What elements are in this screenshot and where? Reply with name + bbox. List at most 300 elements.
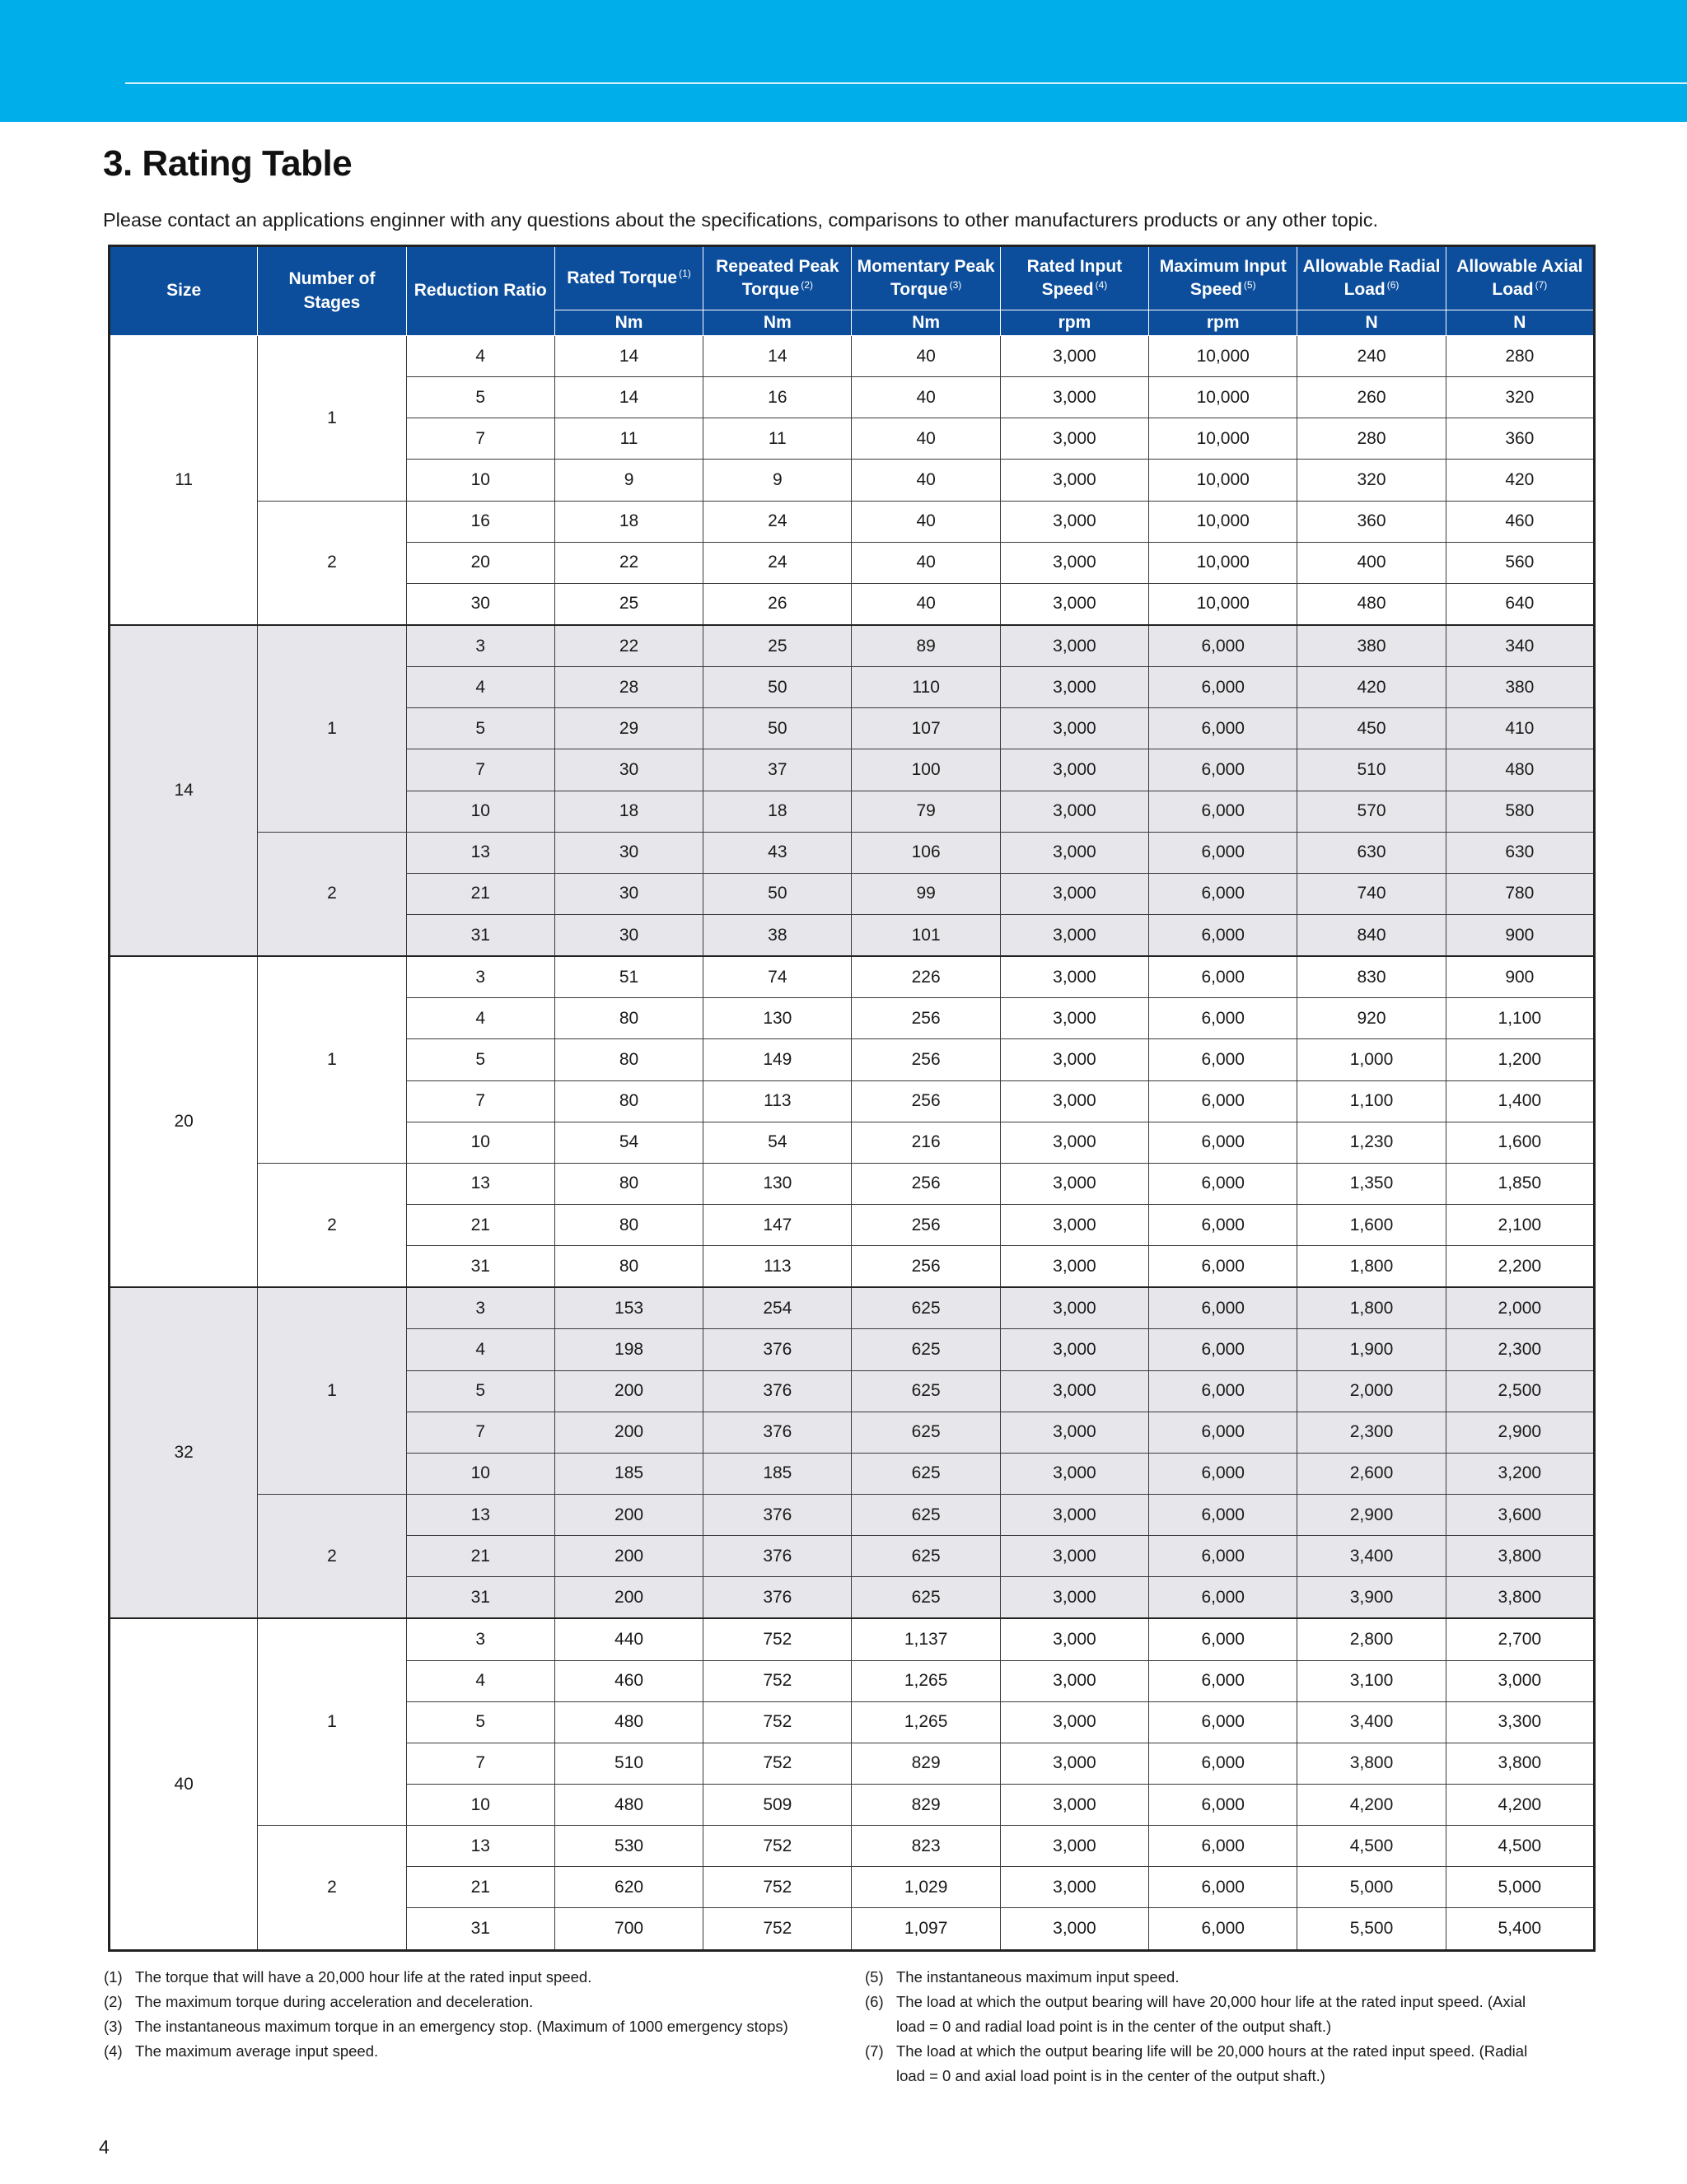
- value-cell: 130: [703, 998, 852, 1039]
- value-cell: 5: [406, 1039, 554, 1080]
- value-cell: 260: [1297, 377, 1446, 418]
- value-cell: 2,300: [1297, 1412, 1446, 1453]
- value-cell: 3,000: [1000, 956, 1148, 998]
- value-cell: 89: [852, 625, 1000, 667]
- value-cell: 4: [406, 336, 554, 377]
- note-ref: (3): [949, 279, 962, 291]
- value-cell: 2,000: [1297, 1370, 1446, 1412]
- value-cell: 3,000: [1446, 1660, 1594, 1701]
- value-cell: 10: [406, 1785, 554, 1826]
- value-cell: 1,900: [1297, 1329, 1446, 1370]
- value-cell: 3,000: [1000, 1163, 1148, 1204]
- value-cell: 101: [852, 915, 1000, 957]
- value-cell: 1,800: [1297, 1246, 1446, 1288]
- value-cell: 256: [852, 1205, 1000, 1246]
- value-cell: 99: [852, 873, 1000, 914]
- table-row: [110, 1287, 1595, 1329]
- value-cell: 3,000: [1000, 1122, 1148, 1163]
- value-cell: 380: [1446, 667, 1594, 708]
- value-cell: 79: [852, 791, 1000, 832]
- value-cell: 3,000: [1000, 1453, 1148, 1494]
- value-cell: 840: [1297, 915, 1446, 957]
- rating-table: [108, 245, 1596, 1952]
- value-cell: 21: [406, 1205, 554, 1246]
- value-cell: 1,230: [1297, 1122, 1446, 1163]
- value-cell: 6,000: [1149, 1826, 1297, 1867]
- footnote-text: The maximum torque during acceleration and deceleration.: [135, 1993, 534, 2010]
- note-ref: (1): [679, 267, 691, 279]
- value-cell: 5: [406, 708, 554, 749]
- stages-cell: 2: [258, 501, 406, 625]
- value-cell: 4,200: [1297, 1785, 1446, 1826]
- value-cell: 3,000: [1000, 542, 1148, 583]
- value-cell: 3,300: [1446, 1701, 1594, 1743]
- stages-cell: 2: [258, 1826, 406, 1951]
- footnote-text: The load at which the output bearing will have 20,000 hour life at the rated input speed. (Axial load = 0 and radial load point is in the center of the output shaft.): [896, 1993, 1526, 2035]
- value-cell: 4,200: [1446, 1785, 1594, 1826]
- value-cell: 752: [703, 1826, 852, 1867]
- value-cell: 2,100: [1446, 1205, 1594, 1246]
- footnote-text: The maximum average input speed.: [135, 2042, 379, 2060]
- value-cell: 31: [406, 1908, 554, 1951]
- value-cell: 10,000: [1149, 542, 1297, 583]
- value-cell: 6,000: [1149, 956, 1297, 998]
- value-cell: 3,000: [1000, 791, 1148, 832]
- value-cell: 113: [703, 1246, 852, 1288]
- value-cell: 9: [554, 460, 703, 501]
- value-cell: 10: [406, 1453, 554, 1494]
- value-cell: 6,000: [1149, 791, 1297, 832]
- value-cell: 13: [406, 1163, 554, 1204]
- value-cell: 752: [703, 1908, 852, 1951]
- value-cell: 4,500: [1297, 1826, 1446, 1867]
- value-cell: 625: [852, 1370, 1000, 1412]
- value-cell: 54: [554, 1122, 703, 1163]
- value-cell: 376: [703, 1412, 852, 1453]
- value-cell: 3,000: [1000, 749, 1148, 791]
- value-cell: 37: [703, 749, 852, 791]
- value-cell: 25: [703, 625, 852, 667]
- value-cell: 6,000: [1149, 1163, 1297, 1204]
- value-cell: 1,265: [852, 1701, 1000, 1743]
- value-cell: 620: [554, 1867, 703, 1908]
- value-cell: 6,000: [1149, 998, 1297, 1039]
- table-row: [110, 1618, 1595, 1660]
- value-cell: 31: [406, 915, 554, 957]
- value-cell: 113: [703, 1080, 852, 1122]
- value-cell: 20: [406, 542, 554, 583]
- value-cell: 3,000: [1000, 1701, 1148, 1743]
- footnote: [865, 1990, 1557, 2039]
- value-cell: 3,000: [1000, 377, 1148, 418]
- value-cell: 29: [554, 708, 703, 749]
- header-repeated-peak-torque: Repeated Peak Torque $^{(2)}$: [703, 246, 852, 310]
- value-cell: 3,000: [1000, 1412, 1148, 1453]
- header-max-input-speed: Maximum Input Speed $^{(5)}$: [1149, 246, 1297, 310]
- value-cell: 625: [852, 1495, 1000, 1536]
- value-cell: 4: [406, 1660, 554, 1701]
- value-cell: 256: [852, 1163, 1000, 1204]
- value-cell: 3,000: [1000, 1370, 1148, 1412]
- value-cell: 21: [406, 1867, 554, 1908]
- rating-table-container: [108, 245, 1596, 1952]
- value-cell: 256: [852, 998, 1000, 1039]
- value-cell: 920: [1297, 998, 1446, 1039]
- value-cell: 4: [406, 1329, 554, 1370]
- value-cell: 40: [852, 583, 1000, 625]
- value-cell: 5,500: [1297, 1908, 1446, 1951]
- value-cell: 6,000: [1149, 1577, 1297, 1619]
- footnote: [865, 1965, 1557, 1990]
- value-cell: 38: [703, 915, 852, 957]
- value-cell: 6,000: [1149, 1039, 1297, 1080]
- value-cell: 1,800: [1297, 1287, 1446, 1329]
- value-cell: 40: [852, 418, 1000, 460]
- value-cell: 40: [852, 336, 1000, 377]
- value-cell: 10: [406, 460, 554, 501]
- value-cell: 3: [406, 1618, 554, 1660]
- value-cell: 570: [1297, 791, 1446, 832]
- value-cell: 5,000: [1446, 1867, 1594, 1908]
- table-row: [110, 832, 1595, 873]
- header-rated-torque: Rated Torque $^{(1)}$: [554, 246, 703, 310]
- value-cell: 7: [406, 1412, 554, 1453]
- footnote-number: (1): [104, 1968, 123, 1986]
- value-cell: 6,000: [1149, 1453, 1297, 1494]
- value-cell: 320: [1297, 460, 1446, 501]
- value-cell: 13: [406, 832, 554, 873]
- size-cell: 40: [110, 1618, 258, 1950]
- value-cell: 18: [703, 791, 852, 832]
- value-cell: 7: [406, 418, 554, 460]
- value-cell: 10,000: [1149, 377, 1297, 418]
- value-cell: 376: [703, 1536, 852, 1577]
- value-cell: 3,800: [1446, 1743, 1594, 1784]
- value-cell: 3,000: [1000, 1246, 1148, 1288]
- value-cell: 3,000: [1000, 1039, 1148, 1080]
- footnote-number: (2): [104, 1993, 123, 2010]
- value-cell: 7: [406, 1743, 554, 1784]
- value-cell: 11: [703, 418, 852, 460]
- value-cell: 5,000: [1297, 1867, 1446, 1908]
- value-cell: 10: [406, 1122, 554, 1163]
- value-cell: 6,000: [1149, 1618, 1297, 1660]
- value-cell: 1,100: [1297, 1080, 1446, 1122]
- footnote-text: The torque that will have a 20,000 hour life at the rated input speed.: [135, 1968, 592, 1986]
- unit-cell: rpm: [1149, 310, 1297, 336]
- value-cell: 3,000: [1000, 873, 1148, 914]
- value-cell: 630: [1297, 832, 1446, 873]
- value-cell: 2,000: [1446, 1287, 1594, 1329]
- value-cell: 3,000: [1000, 1867, 1148, 1908]
- value-cell: 80: [554, 1080, 703, 1122]
- value-cell: 740: [1297, 873, 1446, 914]
- value-cell: 80: [554, 1039, 703, 1080]
- stages-cell: 1: [258, 625, 406, 832]
- page-number: 4: [99, 2136, 110, 2158]
- value-cell: 1,600: [1297, 1205, 1446, 1246]
- value-cell: 450: [1297, 708, 1446, 749]
- value-cell: 107: [852, 708, 1000, 749]
- value-cell: 40: [852, 460, 1000, 501]
- value-cell: 752: [703, 1867, 852, 1908]
- value-cell: 80: [554, 1163, 703, 1204]
- value-cell: 510: [1297, 749, 1446, 791]
- table-row: [110, 1826, 1595, 1867]
- value-cell: 256: [852, 1039, 1000, 1080]
- footnotes-left: [104, 1965, 845, 2064]
- value-cell: 1,029: [852, 1867, 1000, 1908]
- footnote: [104, 1965, 845, 1990]
- value-cell: 6,000: [1149, 667, 1297, 708]
- value-cell: 440: [554, 1618, 703, 1660]
- value-cell: 3,800: [1297, 1743, 1446, 1784]
- value-cell: 2,200: [1446, 1246, 1594, 1288]
- value-cell: 80: [554, 1246, 703, 1288]
- header-ratio: Reduction Ratio: [406, 246, 554, 336]
- value-cell: 3,000: [1000, 583, 1148, 625]
- stages-cell: 2: [258, 832, 406, 956]
- value-cell: 625: [852, 1287, 1000, 1329]
- value-cell: 18: [554, 501, 703, 542]
- stages-cell: 1: [258, 1618, 406, 1825]
- value-cell: 6,000: [1149, 832, 1297, 873]
- value-cell: 256: [852, 1246, 1000, 1288]
- value-cell: 3,400: [1297, 1701, 1446, 1743]
- value-cell: 30: [554, 749, 703, 791]
- value-cell: 410: [1446, 708, 1594, 749]
- value-cell: 3,000: [1000, 501, 1148, 542]
- value-cell: 5: [406, 377, 554, 418]
- value-cell: 6,000: [1149, 1743, 1297, 1784]
- value-cell: 480: [554, 1785, 703, 1826]
- value-cell: 6,000: [1149, 1536, 1297, 1577]
- value-cell: 3: [406, 625, 554, 667]
- footnote-text: The load at which the output bearing life will be 20,000 hours at the rated input speed. (Radial load = 0 and axial load point is in the center of the output shaft.): [896, 2042, 1528, 2084]
- table-row: [110, 1163, 1595, 1204]
- value-cell: 780: [1446, 873, 1594, 914]
- value-cell: 625: [852, 1412, 1000, 1453]
- unit-cell: Nm: [703, 310, 852, 336]
- value-cell: 3,000: [1000, 625, 1148, 667]
- header-momentary-peak-torque: Momentary Peak Torque $^{(3)}$: [852, 246, 1000, 310]
- value-cell: 24: [703, 542, 852, 583]
- value-cell: 6,000: [1149, 1701, 1297, 1743]
- size-cell: 11: [110, 336, 258, 626]
- value-cell: 6,000: [1149, 873, 1297, 914]
- value-cell: 3,000: [1000, 460, 1148, 501]
- value-cell: 100: [852, 749, 1000, 791]
- value-cell: 1,100: [1446, 998, 1594, 1039]
- value-cell: 360: [1297, 501, 1446, 542]
- value-cell: 3,000: [1000, 1205, 1148, 1246]
- footnote-number: (7): [865, 2042, 884, 2060]
- value-cell: 530: [554, 1826, 703, 1867]
- value-cell: 3: [406, 956, 554, 998]
- value-cell: 254: [703, 1287, 852, 1329]
- value-cell: 30: [554, 832, 703, 873]
- value-cell: 14: [554, 336, 703, 377]
- value-cell: 3,000: [1000, 1536, 1148, 1577]
- value-cell: 376: [703, 1329, 852, 1370]
- value-cell: 3,900: [1297, 1577, 1446, 1619]
- value-cell: 226: [852, 956, 1000, 998]
- value-cell: 3,000: [1000, 418, 1148, 460]
- value-cell: 376: [703, 1577, 852, 1619]
- value-cell: 7: [406, 1080, 554, 1122]
- footnote: [104, 2039, 845, 2064]
- value-cell: 21: [406, 1536, 554, 1577]
- value-cell: 31: [406, 1577, 554, 1619]
- value-cell: 10: [406, 791, 554, 832]
- value-cell: 6,000: [1149, 1205, 1297, 1246]
- value-cell: 1,350: [1297, 1163, 1446, 1204]
- value-cell: 1,600: [1446, 1122, 1594, 1163]
- value-cell: 480: [1446, 749, 1594, 791]
- value-cell: 2,900: [1446, 1412, 1594, 1453]
- value-cell: 3,200: [1446, 1453, 1594, 1494]
- value-cell: 14: [554, 377, 703, 418]
- value-cell: 13: [406, 1495, 554, 1536]
- value-cell: 16: [703, 377, 852, 418]
- unit-cell: Nm: [852, 310, 1000, 336]
- value-cell: 6,000: [1149, 625, 1297, 667]
- value-cell: 280: [1297, 418, 1446, 460]
- value-cell: 3,800: [1446, 1536, 1594, 1577]
- value-cell: 3,000: [1000, 1660, 1148, 1701]
- header-band: [0, 0, 1687, 122]
- value-cell: 340: [1446, 625, 1594, 667]
- header-rated-input-speed: Rated Input Speed $^{(4)}$: [1000, 246, 1148, 310]
- value-cell: 200: [554, 1577, 703, 1619]
- value-cell: 2,300: [1446, 1329, 1594, 1370]
- value-cell: 6,000: [1149, 1329, 1297, 1370]
- value-cell: 11: [554, 418, 703, 460]
- value-cell: 3: [406, 1287, 554, 1329]
- header-radial-load: Allowable Radial Load $^{(6)}$: [1297, 246, 1446, 310]
- value-cell: 50: [703, 873, 852, 914]
- value-cell: 6,000: [1149, 1080, 1297, 1122]
- table-row: [110, 625, 1595, 667]
- value-cell: 200: [554, 1412, 703, 1453]
- value-cell: 240: [1297, 336, 1446, 377]
- size-cell: 32: [110, 1287, 258, 1618]
- value-cell: 25: [554, 583, 703, 625]
- value-cell: 110: [852, 667, 1000, 708]
- value-cell: 3,000: [1000, 708, 1148, 749]
- value-cell: 3,000: [1000, 1908, 1148, 1951]
- value-cell: 6,000: [1149, 1122, 1297, 1163]
- value-cell: 2,600: [1297, 1453, 1446, 1494]
- value-cell: 1,097: [852, 1908, 1000, 1951]
- value-cell: 40: [852, 501, 1000, 542]
- value-cell: 40: [852, 542, 1000, 583]
- value-cell: 185: [703, 1453, 852, 1494]
- value-cell: 24: [703, 501, 852, 542]
- table-row: [110, 956, 1595, 998]
- value-cell: 216: [852, 1122, 1000, 1163]
- value-cell: 130: [703, 1163, 852, 1204]
- value-cell: 900: [1446, 956, 1594, 998]
- value-cell: 360: [1446, 418, 1594, 460]
- value-cell: 200: [554, 1536, 703, 1577]
- value-cell: 10,000: [1149, 336, 1297, 377]
- rating-table-body: [110, 336, 1595, 1951]
- value-cell: 40: [852, 377, 1000, 418]
- value-cell: 3,600: [1446, 1495, 1594, 1536]
- value-cell: 6,000: [1149, 1370, 1297, 1412]
- value-cell: 3,000: [1000, 832, 1148, 873]
- value-cell: 6,000: [1149, 1660, 1297, 1701]
- value-cell: 26: [703, 583, 852, 625]
- value-cell: 22: [554, 542, 703, 583]
- value-cell: 900: [1446, 915, 1594, 957]
- value-cell: 3,800: [1446, 1577, 1594, 1619]
- value-cell: 3,000: [1000, 1329, 1148, 1370]
- value-cell: 752: [703, 1743, 852, 1784]
- value-cell: 30: [406, 583, 554, 625]
- value-cell: 6,000: [1149, 1908, 1297, 1951]
- value-cell: 200: [554, 1495, 703, 1536]
- value-cell: 560: [1446, 542, 1594, 583]
- stages-cell: 1: [258, 1287, 406, 1494]
- value-cell: 200: [554, 1370, 703, 1412]
- value-cell: 13: [406, 1826, 554, 1867]
- value-cell: 3,000: [1000, 1287, 1148, 1329]
- value-cell: 2,800: [1297, 1618, 1446, 1660]
- value-cell: 400: [1297, 542, 1446, 583]
- value-cell: 16: [406, 501, 554, 542]
- value-cell: 460: [554, 1660, 703, 1701]
- value-cell: 43: [703, 832, 852, 873]
- value-cell: 3,000: [1000, 667, 1148, 708]
- value-cell: 5: [406, 1370, 554, 1412]
- size-cell: 20: [110, 956, 258, 1287]
- value-cell: 700: [554, 1908, 703, 1951]
- value-cell: 28: [554, 667, 703, 708]
- value-cell: 1,850: [1446, 1163, 1594, 1204]
- footnote-number: (3): [104, 2018, 123, 2035]
- value-cell: 510: [554, 1743, 703, 1784]
- unit-cell: N: [1297, 310, 1446, 336]
- value-cell: 376: [703, 1370, 852, 1412]
- value-cell: 6,000: [1149, 1287, 1297, 1329]
- unit-cell: Nm: [554, 310, 703, 336]
- value-cell: 1,137: [852, 1618, 1000, 1660]
- value-cell: 6,000: [1149, 708, 1297, 749]
- value-cell: 3,000: [1000, 336, 1148, 377]
- value-cell: 3,400: [1297, 1536, 1446, 1577]
- value-cell: 829: [852, 1743, 1000, 1784]
- footnote: [104, 1990, 845, 2014]
- value-cell: 6,000: [1149, 1867, 1297, 1908]
- size-cell: 14: [110, 625, 258, 956]
- note-ref: (4): [1095, 279, 1108, 291]
- value-cell: 6,000: [1149, 1495, 1297, 1536]
- value-cell: 625: [852, 1577, 1000, 1619]
- value-cell: 2,700: [1446, 1618, 1594, 1660]
- value-cell: 1,400: [1446, 1080, 1594, 1122]
- footnote-number: (6): [865, 1993, 884, 2010]
- stages-cell: 2: [258, 1495, 406, 1619]
- unit-cell: rpm: [1000, 310, 1148, 336]
- value-cell: 3,000: [1000, 1743, 1148, 1784]
- value-cell: 6,000: [1149, 1246, 1297, 1288]
- value-cell: 3,000: [1000, 1826, 1148, 1867]
- header-rule: [125, 82, 1687, 84]
- value-cell: 280: [1446, 336, 1594, 377]
- value-cell: 30: [554, 915, 703, 957]
